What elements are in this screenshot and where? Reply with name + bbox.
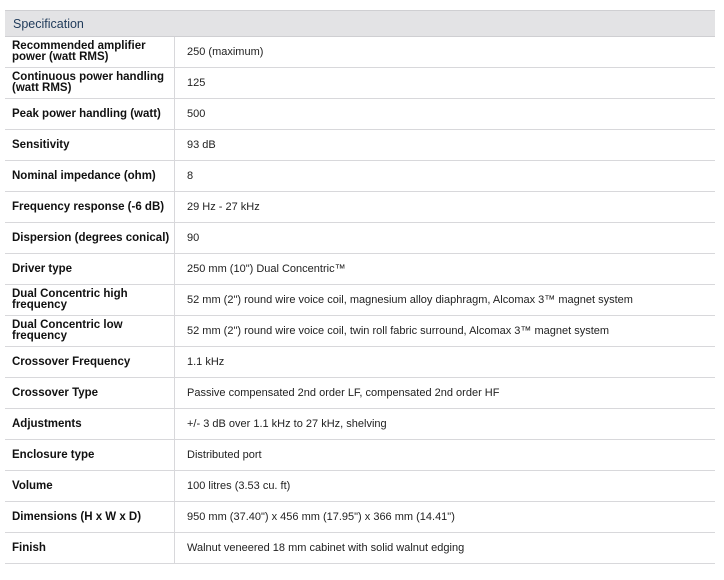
- row-value: +/- 3 dB over 1.1 kHz to 27 kHz, shelving: [187, 418, 387, 430]
- row-value: 52 mm (2") round wire voice coil, magnesium alloy diaphragm, Alcomax 3™ magnet system: [187, 294, 633, 306]
- table-row: [5, 440, 715, 471]
- table-row: [5, 161, 715, 192]
- table-row: [5, 192, 715, 223]
- row-value: 93 dB: [187, 139, 216, 151]
- table-row: [5, 68, 715, 99]
- row-label: Driver type: [5, 254, 175, 284]
- table-row: [5, 223, 715, 254]
- table-title: Specification: [13, 16, 84, 31]
- row-label: Dual Concentric low frequency: [5, 316, 175, 346]
- table-row: [5, 378, 715, 409]
- table-header: [5, 10, 715, 37]
- row-label: Recommended amplifier power (watt RMS): [5, 37, 175, 67]
- row-label: Crossover Type: [5, 378, 175, 408]
- row-label: Volume: [5, 471, 175, 501]
- row-value: 90: [187, 232, 200, 244]
- row-label: Peak power handling (watt): [5, 99, 175, 129]
- table-row: [5, 471, 715, 502]
- row-label: Sensitivity: [5, 130, 175, 160]
- row-value: Distributed port: [187, 449, 262, 461]
- table-row: [5, 409, 715, 440]
- row-value: Passive compensated 2nd order LF, compensated 2nd order HF: [187, 387, 500, 399]
- row-label: Continuous power handling (watt RMS): [5, 68, 175, 98]
- table-row: [5, 502, 715, 533]
- row-value: 250 (maximum): [187, 46, 264, 58]
- row-value: 1.1 kHz: [187, 356, 225, 368]
- table-row: [5, 254, 715, 285]
- table-row: [5, 533, 715, 564]
- row-label: Enclosure type: [5, 440, 175, 470]
- row-label: Finish: [5, 533, 175, 563]
- table-row: [5, 347, 715, 378]
- row-value: 52 mm (2") round wire voice coil, twin roll fabric surround, Alcomax 3™ magnet system: [187, 325, 610, 337]
- row-label: Adjustments: [5, 409, 175, 439]
- table-row: [5, 285, 715, 316]
- table-row: [5, 130, 715, 161]
- row-label: Nominal impedance (ohm): [5, 161, 175, 191]
- row-value: 125: [187, 77, 206, 89]
- row-value: 100 litres (3.53 cu. ft): [187, 480, 291, 492]
- table-row: [5, 37, 715, 68]
- table-row: [5, 99, 715, 130]
- row-value: 29 Hz - 27 kHz: [187, 201, 260, 213]
- table-row: [5, 316, 715, 347]
- row-value: 8: [187, 170, 194, 182]
- row-label: Frequency response (-6 dB): [5, 192, 175, 222]
- row-label: Crossover Frequency: [5, 347, 175, 377]
- row-value: 500: [187, 108, 206, 120]
- row-value: Walnut veneered 18 mm cabinet with solid walnut edging: [187, 542, 465, 554]
- row-value: 950 mm (37.40") x 456 mm (17.95") x 366 mm (14.41"): [187, 511, 455, 523]
- specification-table: [5, 10, 715, 564]
- row-value: 250 mm (10") Dual Concentric™: [187, 263, 346, 275]
- row-label: Dimensions (H x W x D): [5, 502, 175, 532]
- row-label: Dual Concentric high frequency: [5, 285, 175, 315]
- row-label: Dispersion (degrees conical): [5, 223, 175, 253]
